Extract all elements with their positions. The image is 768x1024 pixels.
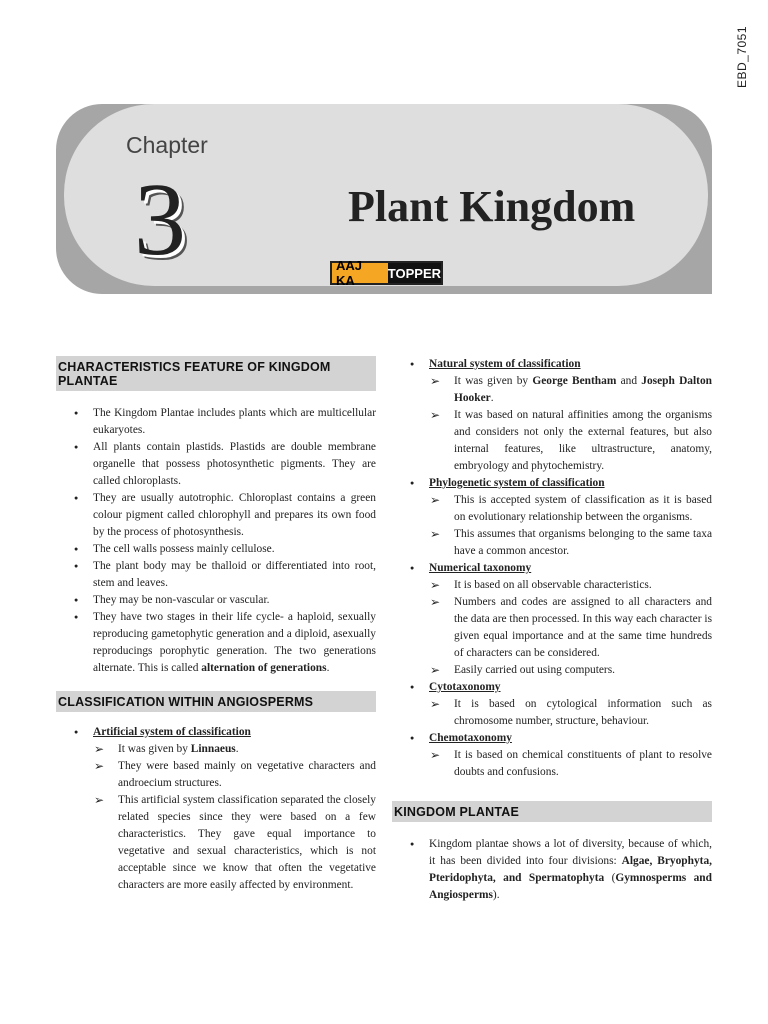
aaj-ka-topper-logo: AAJ KA TOPPER (330, 261, 443, 285)
list-item: ● All plants contain plastids. Plastids are double membrane organelle that possess photosynthetic pigments. They are called chloroplasts. (56, 439, 376, 490)
right-column (392, 356, 712, 904)
artificial-system-heading: ● Artificial system of classification (56, 724, 376, 741)
chapter-number: 3 (134, 162, 186, 277)
sub-item: ➢ It was given by George Bentham and Joseph Dalton Hooker. (392, 373, 712, 407)
sub-item: ➢ It is based on chemical constituents of plant to resolve doubts and confusions. (392, 747, 712, 781)
sub-item: ➢ This is accepted system of classification as it is based on evolutionary relationship between the organisms. (392, 492, 712, 526)
cytotaxonomy-heading: ● Cytotaxonomy (392, 679, 712, 696)
list-item: ● The plant body may be thalloid or differentiated into root, stem and leaves. (56, 558, 376, 592)
phylogenetic-system-heading: ● Phylogenetic system of classification (392, 475, 712, 492)
section-heading-angiosperms: CLASSIFICATION WITHIN ANGIOSPERMS (56, 691, 376, 712)
chemotaxonomy-heading: ● Chemotaxonomy (392, 730, 712, 747)
book-code: EBD_7051 (735, 25, 749, 89)
kingdom-plantae-list (392, 836, 712, 904)
chapter-label: Chapter (126, 132, 208, 158)
sub-item: ➢ It was given by Linnaeus. (56, 741, 376, 758)
section-heading-kingdom-plantae: KINGDOM PLANTAE (392, 801, 712, 822)
sub-item: ➢ It is based on all observable characteristics. (392, 577, 712, 594)
sub-item: ➢ They were based mainly on vegetative characters and androecium structures. (56, 758, 376, 792)
sub-item: ➢ This artificial system classification separated the closely related species since they were based on a few characteristics. They gave equal importance to vegetative and sexual characteristics, which is not acceptable since we know that often the vegetative characters are more easily affected by environment. (56, 792, 376, 894)
artificial-system-points (56, 741, 376, 894)
sub-item: ➢ Easily carried out using computers. (392, 662, 712, 679)
list-item: ● They may be non-vascular or vascular. (56, 592, 376, 609)
numerical-taxonomy-heading: ● Numerical taxonomy (392, 560, 712, 577)
list-item: ● The cell walls possess mainly cellulose. (56, 541, 376, 558)
characteristics-list (56, 405, 376, 677)
classification-list (392, 356, 712, 781)
sub-item: ➢ It is based on cytological information such as chromosome number, structure, behaviour. (392, 696, 712, 730)
list-item: ● Kingdom plantae shows a lot of diversity, because of which, it has been divided into four divisions: Algae, Bryophyta, Pteridophyta, and Spermatophyta (Gymnosperms and Angiosperms). (392, 836, 712, 904)
natural-system-heading: ● Natural system of classification (392, 356, 712, 373)
sub-item: ➢ Numbers and codes are assigned to all characters and the data are then processed. In this way each character is given equal importance and at the same time hundreds of characters can be considered. (392, 594, 712, 662)
sub-item: ➢ This assumes that organisms belonging to the same taxa have a common ancestor. (392, 526, 712, 560)
list-item: ● The Kingdom Plantae includes plants which are multicellular eukaryotes. (56, 405, 376, 439)
sub-item: ➢ It was based on natural affinities among the organisms and considers not only the external features, but also internal features, like ultrastructure, anatomy, embryology and phytochemistry. (392, 407, 712, 475)
angiosperm-list (56, 724, 376, 741)
list-item: ● They have two stages in their life cycle- a haploid, sexually reproducing gametophytic generation and a diploid, asexually reproducings porophytic generation. The two generations alternate. This is called alternation of generations. (56, 609, 376, 677)
chapter-title: Plant Kingdom (348, 182, 636, 231)
list-item: ● They are usually autotrophic. Chloroplast contains a green colour pigment called chlorophyll and prepares its own food by the process of photosynthesis. (56, 490, 376, 541)
left-column (56, 356, 376, 894)
section-heading-characteristics: CHARACTERISTICS FEATURE OF KINGDOM PLANTAE (56, 356, 376, 391)
